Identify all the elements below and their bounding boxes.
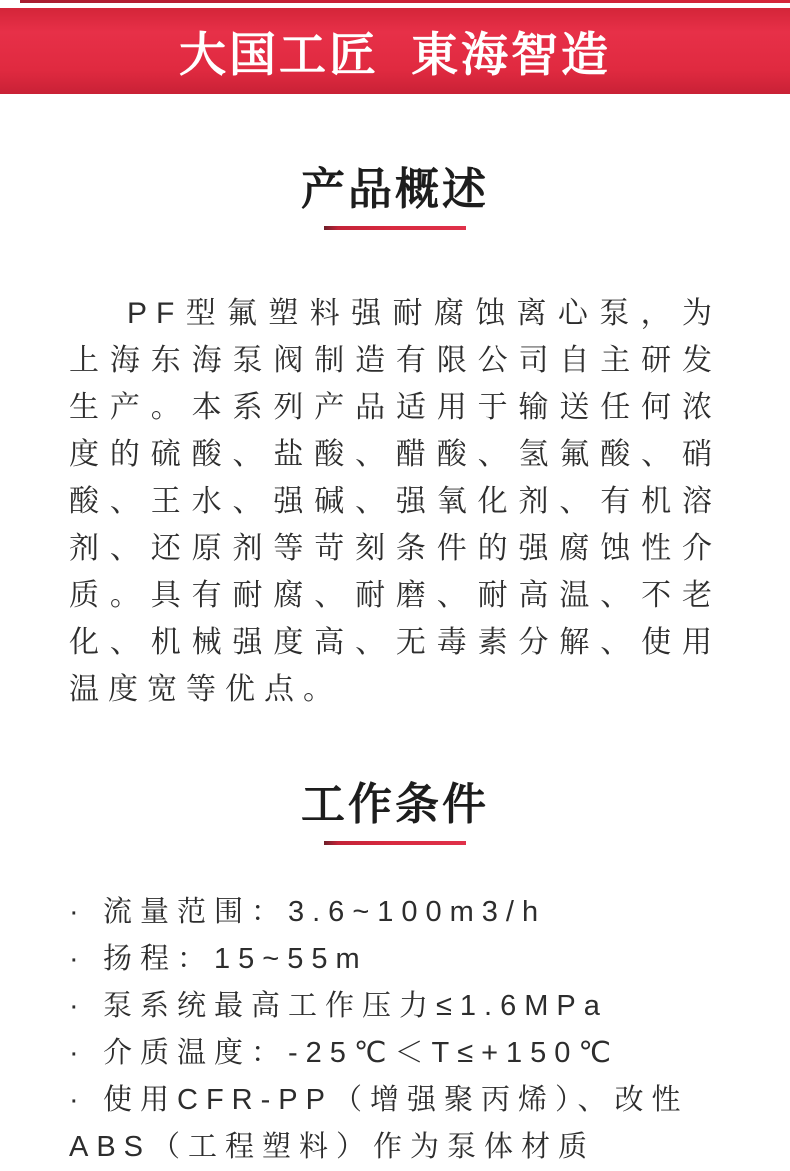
list-item: [69, 936, 721, 983]
page-content: [69, 164, 721, 1171]
brand-banner-title: 大国工匠 東海智造: [178, 27, 612, 81]
top-divider-line: [20, 0, 790, 3]
list-item-text: 流量范围：3.6~100m3/h: [103, 896, 547, 928]
title-underline-overview: [324, 226, 466, 230]
list-item: [69, 889, 721, 936]
product-overview-section: [69, 164, 721, 713]
list-item-text: 泵系统最高工作压力≤1.6MPa: [103, 990, 608, 1022]
bullet-icon: ·: [69, 896, 79, 928]
working-conditions-list: [69, 889, 721, 1171]
brand-banner: [0, 8, 790, 94]
list-item-text: 扬程：15~55m: [103, 943, 368, 975]
bullet-icon: ·: [69, 990, 79, 1022]
list-item: [69, 983, 721, 1030]
working-conditions-section: [69, 779, 721, 1171]
section-title-working-conditions: 工作条件: [301, 780, 489, 829]
bullet-icon: ·: [69, 1037, 79, 1069]
bullet-icon: ·: [69, 1084, 79, 1116]
overview-paragraph: PF型氟塑料强耐腐蚀离心泵，为上海东海泵阀制造有限公司自主研发生产。本系列产品适用于输送任何浓度的硫酸、盐酸、醋酸、氢氟酸、硝酸、王水、强碱、强氧化剂、有机溶剂、还原剂等苛刻条件的强腐蚀性介质。具有耐腐、耐磨、耐高温、不老化、机械强度高、无毒素分解、使用温度宽等优点。: [69, 297, 721, 706]
list-item-text: 使用CFR-PP（增强聚丙烯）、改性ABS（工程塑料）作为泵体材质: [69, 1084, 689, 1163]
bullet-icon: ·: [69, 943, 79, 975]
list-item: [69, 1077, 721, 1171]
section-title-overview: 产品概述: [301, 165, 489, 214]
list-item: [69, 1030, 721, 1077]
title-underline-working-conditions: [324, 841, 466, 845]
list-item-text: 介质温度：-25℃＜T≤+150℃: [103, 1037, 620, 1069]
